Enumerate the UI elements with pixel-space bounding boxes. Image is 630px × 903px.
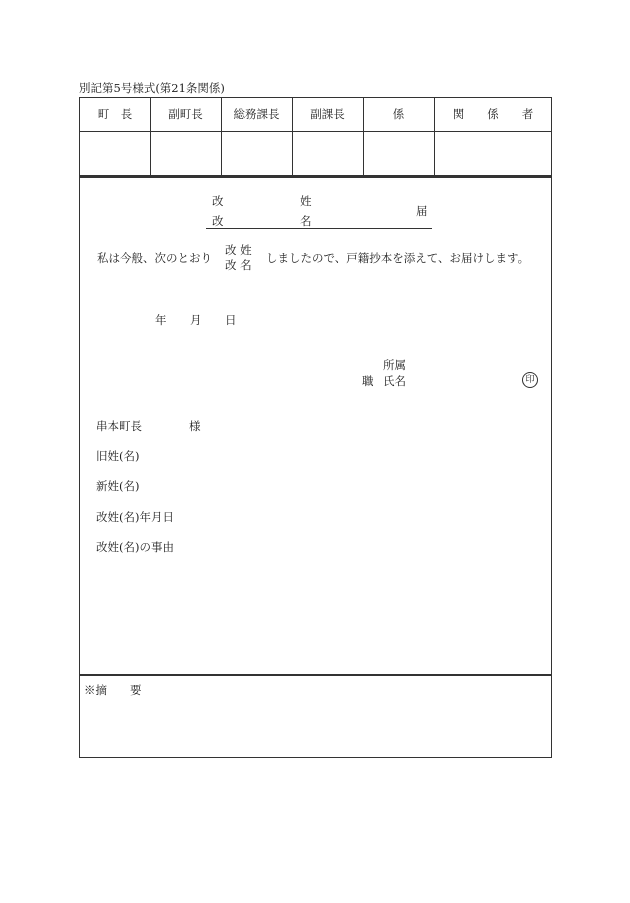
- name-label: 氏名: [383, 374, 406, 388]
- title-surname: 姓: [300, 194, 312, 208]
- approval-table: [79, 97, 552, 176]
- summary-divider: [80, 674, 551, 676]
- statement-choice-given-name: 改 名: [225, 258, 252, 272]
- affiliation-label: 所属: [383, 358, 406, 372]
- title-change-a: 改: [212, 194, 224, 208]
- change-reason-label: 改姓(名)の事由: [96, 540, 174, 554]
- title-change-b: 改: [212, 214, 224, 228]
- header-general-affairs-chief: 総務課長: [233, 107, 280, 121]
- header-related-persons: 関 係 者: [452, 107, 534, 121]
- date-day: 日: [225, 313, 237, 327]
- date-month: 月: [190, 313, 202, 327]
- header-mayor: 町 長: [97, 107, 133, 121]
- date-year: 年: [155, 313, 167, 327]
- rank-label: 職: [362, 374, 374, 388]
- header-deputy-mayor: 副町長: [168, 107, 203, 121]
- title-underline: [206, 228, 432, 229]
- statement-prefix: 私は今般、次のとおり: [97, 251, 212, 265]
- statement-choice-surname: 改 姓: [225, 243, 252, 257]
- statement-suffix: しましたので、戸籍抄本を添えて、お届けします。: [266, 251, 530, 265]
- seal-mark: 印: [522, 372, 538, 388]
- title-notification: 届: [416, 204, 428, 218]
- summary-label: ※摘 要: [84, 683, 142, 697]
- header-staff: 係: [392, 107, 405, 121]
- new-name-label: 新姓(名): [96, 479, 140, 493]
- title-given-name: 名: [300, 214, 312, 228]
- change-date-label: 改姓(名)年月日: [96, 510, 174, 524]
- form-caption: 別記第5号様式(第21条関係): [79, 81, 225, 95]
- addressee-name: 串本町長: [96, 419, 142, 433]
- addressee-honorific: 様: [189, 419, 201, 433]
- old-name-label: 旧姓(名): [96, 449, 140, 463]
- header-deputy-chief: 副課長: [310, 107, 345, 121]
